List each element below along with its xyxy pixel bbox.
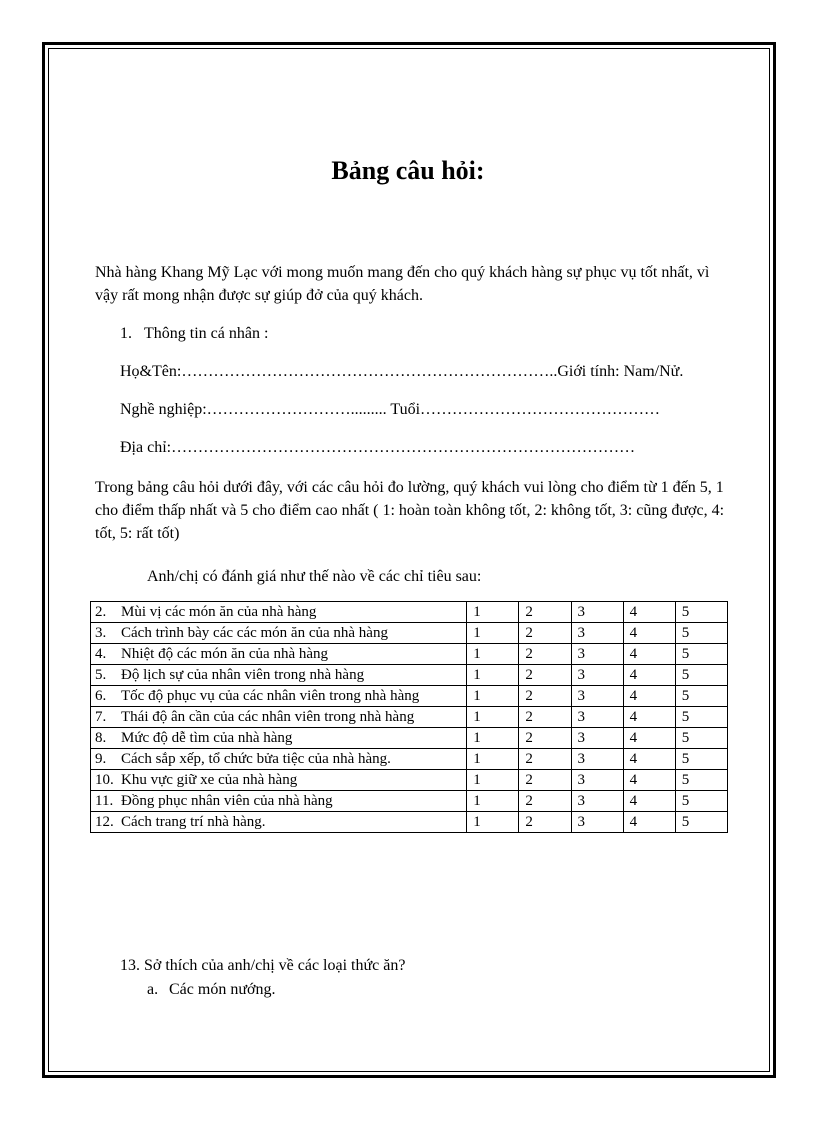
criterion-text: Đồng phục nhân viên của nhà hàng [121,793,333,809]
criterion-number: 12. [95,814,114,830]
score-option-4[interactable]: 4 [623,728,675,749]
score-option-4[interactable]: 4 [623,665,675,686]
criterion-text: Cách trang trí nhà hàng. [121,814,266,830]
criterion-number: 4. [95,646,107,662]
option-letter: a. [147,981,159,998]
criterion-text: Mức độ dễ tìm của nhà hàng [121,730,293,746]
score-option-3[interactable]: 3 [571,707,623,728]
table-row [91,686,728,707]
score-option-1[interactable]: 1 [467,728,519,749]
rating-prompt: Anh/chị có đánh giá như thế nào về các chỉ tiêu sau: [147,568,482,585]
criterion-text: Nhiệt độ các món ăn của nhà hàng [121,646,329,662]
score-option-1[interactable]: 1 [467,644,519,665]
criterion-number: 11. [95,793,114,809]
score-option-5[interactable]: 5 [675,707,727,728]
score-option-5[interactable]: 5 [675,602,727,623]
score-option-4[interactable]: 4 [623,812,675,833]
criterion-cell [91,707,467,728]
criterion-cell [91,791,467,812]
score-option-3[interactable]: 3 [571,602,623,623]
score-option-2[interactable]: 2 [519,728,571,749]
score-option-2[interactable]: 2 [519,602,571,623]
score-option-1[interactable]: 1 [467,623,519,644]
intro-paragraph: Nhà hàng Khang Mỹ Lạc với mong muốn mang đến cho quý khách hàng sự phục vụ tốt nhất, vì vậy rất mong nhận được sự giúp đở của quý khách. [95,264,710,304]
criterion-cell [91,644,467,665]
section-number: 1. [120,325,132,342]
score-option-3[interactable]: 3 [571,812,623,833]
score-option-2[interactable]: 2 [519,812,571,833]
name-gender-field[interactable]: Họ&Tên:……………………………………………………………..Giới tính: Nam/Nử. [120,363,684,380]
score-option-5[interactable]: 5 [675,728,727,749]
criterion-cell [91,602,467,623]
question-number: 13. [120,957,140,974]
instructions-paragraph: Trong bảng câu hỏi dưới đây, với các câu hỏi đo lường, quý khách vui lòng cho điểm từ 1 đến 5, 1 cho điểm thấp nhất và 5 cho điểm cao nhất ( 1: hoàn toàn không tốt, 2: không tốt, 3: cũng được, 4: tốt, 5: rất tốt) [95,479,725,542]
score-option-5[interactable]: 5 [675,644,727,665]
score-option-3[interactable]: 3 [571,770,623,791]
score-option-4[interactable]: 4 [623,644,675,665]
score-option-4[interactable]: 4 [623,623,675,644]
score-option-2[interactable]: 2 [519,707,571,728]
score-option-2[interactable]: 2 [519,623,571,644]
score-option-4[interactable]: 4 [623,686,675,707]
score-option-5[interactable]: 5 [675,791,727,812]
criterion-number: 6. [95,688,107,704]
score-option-5[interactable]: 5 [675,812,727,833]
criterion-text: Thái độ ân cần của các nhân viên trong nhà hàng [121,709,415,725]
address-field[interactable]: Địa chỉ:…………………………………………………………………………… [120,439,636,456]
table-row [91,728,728,749]
score-option-1[interactable]: 1 [467,791,519,812]
table-row [91,749,728,770]
score-option-3[interactable]: 3 [571,791,623,812]
score-option-3[interactable]: 3 [571,686,623,707]
score-option-5[interactable]: 5 [675,749,727,770]
score-option-2[interactable]: 2 [519,665,571,686]
table-row [91,812,728,833]
page-border-inner [48,48,770,1072]
score-option-4[interactable]: 4 [623,791,675,812]
criterion-number: 9. [95,751,107,767]
criterion-text: Mùi vị các món ăn của nhà hàng [121,604,317,620]
option-text: Các món nướng. [169,981,276,998]
criterion-text: Cách sắp xếp, tổ chức bửa tiệc của nhà hàng. [121,751,391,767]
score-option-4[interactable]: 4 [623,749,675,770]
score-option-1[interactable]: 1 [467,770,519,791]
criterion-cell [91,623,467,644]
criterion-text: Độ lịch sự của nhân viên trong nhà hàng [121,667,365,683]
question-text: Sở thích của anh/chị về các loại thức ăn? [144,957,406,974]
score-option-2[interactable]: 2 [519,686,571,707]
score-option-1[interactable]: 1 [467,707,519,728]
score-option-3[interactable]: 3 [571,728,623,749]
criterion-cell [91,812,467,833]
score-option-4[interactable]: 4 [623,602,675,623]
score-option-4[interactable]: 4 [623,770,675,791]
table-row [91,665,728,686]
score-option-5[interactable]: 5 [675,770,727,791]
score-option-3[interactable]: 3 [571,665,623,686]
section-label: Thông tin cá nhân : [144,325,269,342]
criterion-cell [91,749,467,770]
score-option-5[interactable]: 5 [675,623,727,644]
criterion-cell [91,728,467,749]
rating-table [90,601,728,833]
score-option-2[interactable]: 2 [519,770,571,791]
table-row [91,623,728,644]
question-13 [120,954,405,977]
score-option-2[interactable]: 2 [519,791,571,812]
score-option-1[interactable]: 1 [467,602,519,623]
score-option-3[interactable]: 3 [571,623,623,644]
section-personal-info [120,322,268,345]
table-row [91,602,728,623]
score-option-3[interactable]: 3 [571,749,623,770]
score-option-4[interactable]: 4 [623,707,675,728]
score-option-5[interactable]: 5 [675,686,727,707]
criterion-number: 3. [95,625,107,641]
option-a[interactable] [147,978,275,1001]
score-option-1[interactable]: 1 [467,686,519,707]
table-row [91,770,728,791]
criterion-number: 8. [95,730,107,746]
table-row [91,791,728,812]
score-option-1[interactable]: 1 [467,812,519,833]
criterion-text: Khu vực giữ xe của nhà hàng [121,772,298,788]
criterion-cell [91,770,467,791]
job-age-field[interactable]: Nghề nghiệp:………………………......... Tuổi……………………………………… [120,401,661,418]
score-option-3[interactable]: 3 [571,644,623,665]
criterion-text: Tốc độ phục vụ của các nhân viên trong nhà hàng [121,688,420,704]
criterion-text: Cách trình bày các các món ăn của nhà hàng [121,625,388,641]
table-row [91,644,728,665]
score-option-5[interactable]: 5 [675,665,727,686]
criterion-cell [91,665,467,686]
score-option-1[interactable]: 1 [467,749,519,770]
score-option-2[interactable]: 2 [519,644,571,665]
criterion-cell [91,686,467,707]
criterion-number: 7. [95,709,107,725]
table-row [91,707,728,728]
score-option-1[interactable]: 1 [467,665,519,686]
score-option-2[interactable]: 2 [519,749,571,770]
criterion-number: 2. [95,604,107,620]
criterion-number: 10. [95,772,114,788]
page-title: Bảng câu hỏi: [331,156,485,185]
criterion-number: 5. [95,667,107,683]
